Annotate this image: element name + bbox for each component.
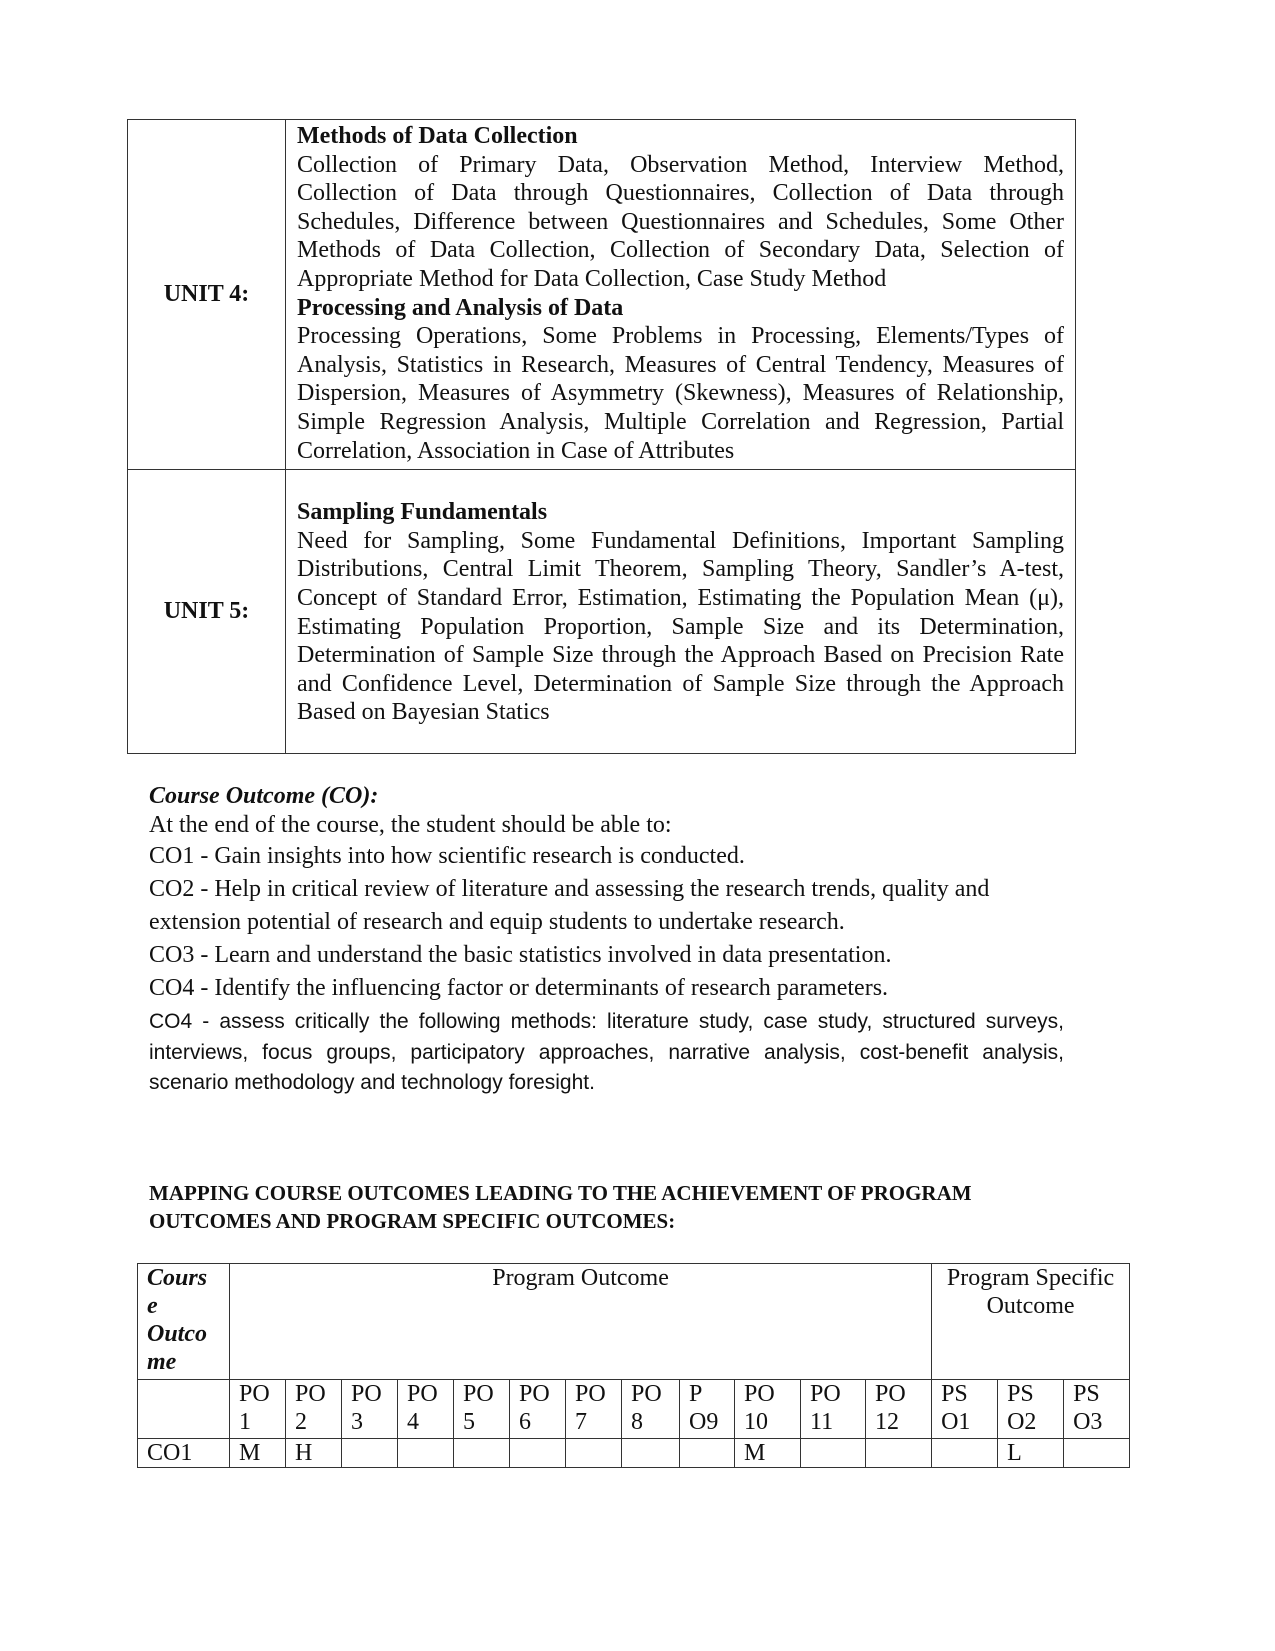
section-heading: Processing and Analysis of Data — [297, 294, 624, 321]
mapping-cell — [566, 1439, 622, 1468]
column-header: PO 6 — [510, 1380, 566, 1439]
mapping-header-row — [138, 1264, 1130, 1380]
mapping-cell — [680, 1439, 735, 1468]
mapping-cell — [622, 1439, 680, 1468]
section-heading: Methods of Data Collection — [297, 123, 578, 149]
unit-content — [286, 470, 1076, 754]
section-body: Need for Sampling, Some Fundamental Definitions, Important Sampling Distributions, Central Limit Theorem, Sampling Theory, Sandler’s A-test, Concept of Standard Error, Estimation, Estimating the Population Mean (μ), Estimating Population Proportion, Sample Size and its Determination, Determination of Sample Size through the Approach Based on Precision Rate and Confidence Level, Determination of Sample Size through the Approach Based on Bayesian Statics — [297, 527, 1064, 726]
table-row — [138, 1439, 1130, 1468]
mapping-table — [137, 1263, 1130, 1468]
course-outcome-item: CO4 - Identify the influencing factor or determinants of research parameters. — [149, 975, 889, 1001]
mapping-title: MAPPING COURSE OUTCOMES LEADING TO THE ACHIEVEMENT OF PROGRAM OUTCOMES AND PROGRAM SPECIFIC OUTCOMES: — [149, 1181, 972, 1233]
course-outcome-section — [149, 782, 1064, 1099]
column-header: PO 5 — [454, 1380, 510, 1439]
program-specific-header: Program Specific Outcome — [932, 1264, 1130, 1380]
mapping-cell — [454, 1439, 510, 1468]
column-header: PO 8 — [622, 1380, 680, 1439]
unit-row — [128, 120, 1076, 470]
mapping-cell — [866, 1439, 932, 1468]
section-body: Collection of Primary Data, Observation Method, Interview Method, Collection of Data through Questionnaires, Collection of Data through Schedules, Difference between Questionnaires and Schedules, Some Other Methods of Data Collection, Collection of Secondary Data, Selection of Appropriate Method for Data Collection, Case Study Method — [297, 151, 1064, 292]
course-outcome-item: CO3 - Learn and understand the basic statistics involved in data presentation. — [149, 942, 892, 968]
mapping-cell: M — [735, 1439, 801, 1468]
unit-row — [128, 470, 1076, 754]
program-outcome-header: Program Outcome — [230, 1264, 932, 1380]
course-outcome-heading: Course Outcome (CO): — [149, 783, 379, 809]
column-header: PS O1 — [932, 1380, 998, 1439]
column-header: P O9 — [680, 1380, 735, 1439]
course-outcome-header: Cours e Outco me — [138, 1264, 230, 1380]
column-header: PO 4 — [398, 1380, 454, 1439]
mapping-cell — [398, 1439, 454, 1468]
mapping-cell: L — [998, 1439, 1064, 1468]
column-header: PO 3 — [342, 1380, 398, 1439]
column-header: PO 10 — [735, 1380, 801, 1439]
column-header: PO 7 — [566, 1380, 622, 1439]
units-table — [127, 119, 1076, 754]
course-outcome-intro: At the end of the course, the student should be able to: — [149, 812, 672, 838]
mapping-cell: H — [286, 1439, 342, 1468]
mapping-cell: M — [230, 1439, 286, 1468]
column-header: PO 11 — [801, 1380, 866, 1439]
unit-content — [286, 120, 1076, 470]
column-header: PS O3 — [1064, 1380, 1130, 1439]
unit-label: UNIT 5: — [128, 470, 286, 754]
column-header: PS O2 — [998, 1380, 1064, 1439]
course-outcome-item: CO1 - Gain insights into how scientific research is conducted. — [149, 843, 745, 869]
empty-cell — [138, 1380, 230, 1439]
course-outcome-item: CO2 - Help in critical review of literature and assessing the research trends, quality and extension potential of research and equip students to undertake research. — [149, 876, 990, 935]
course-outcome-cell: CO1 — [138, 1439, 230, 1468]
mapping-cell — [510, 1439, 566, 1468]
mapping-cell — [801, 1439, 866, 1468]
mapping-cell — [342, 1439, 398, 1468]
section-heading: Sampling Fundamentals — [297, 499, 548, 526]
column-header: PO 1 — [230, 1380, 286, 1439]
unit-label: UNIT 4: — [128, 120, 286, 470]
column-header: PO 12 — [866, 1380, 932, 1439]
course-outcome-item: CO4 - assess critically the following methods: literature study, case study, structured surveys, interviews, focus groups, participatory approaches, narrative analysis, cost-benefit analysis, scenario methodology and technology foresight. — [149, 1010, 1064, 1094]
mapping-cell — [932, 1439, 998, 1468]
column-header: PO 2 — [286, 1380, 342, 1439]
mapping-subheader-row — [138, 1380, 1130, 1439]
section-body: Processing Operations, Some Problems in Processing, Elements/Types of Analysis, Statistics in Research, Measures of Central Tendency, Measures of Dispersion, Measures of Asymmetry (Skewness), Measures of Relationship, Simple Regression Analysis, Multiple Correlation and Regression, Partial Correlation, Association in Case of Attributes — [297, 323, 1064, 464]
mapping-cell — [1064, 1439, 1130, 1468]
